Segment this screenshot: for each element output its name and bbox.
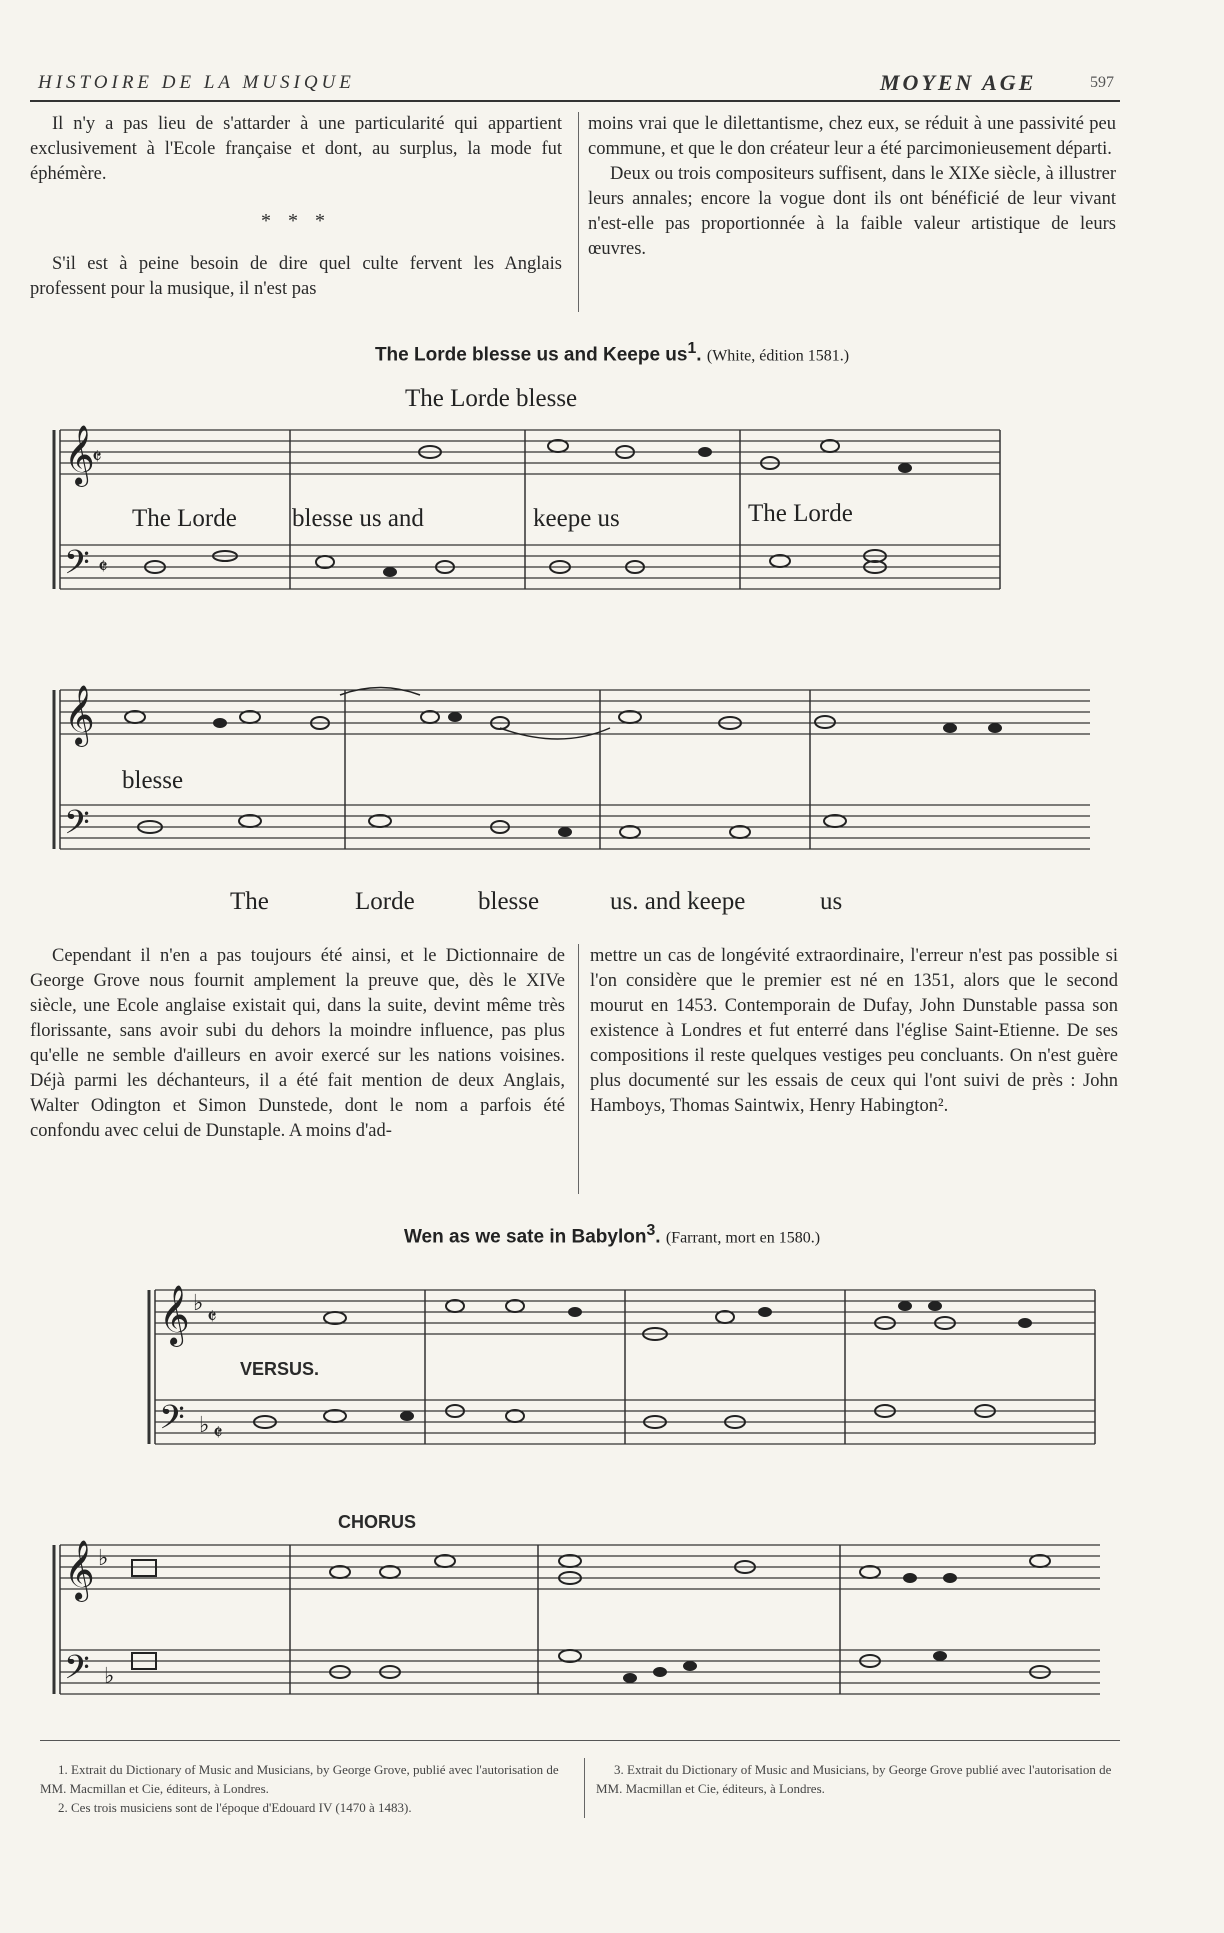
example1-title-text: The Lorde blesse us and Keepe us — [374, 344, 688, 366]
versus-label: VERSUS. — [240, 1359, 320, 1379]
footnote-ref: 3 — [646, 1222, 656, 1239]
lyric-line-top: The Lorde blesse — [405, 385, 578, 412]
section1-left-column — [30, 112, 562, 302]
svg-text:♭: ♭ — [104, 1663, 115, 1688]
svg-text:𝄵: 𝄵 — [213, 1421, 223, 1446]
svg-text:𝄞: 𝄞 — [64, 1540, 95, 1600]
svg-text:𝄞: 𝄞 — [64, 685, 95, 745]
section1-right-column — [588, 112, 1116, 262]
svg-text:♭: ♭ — [199, 1412, 210, 1437]
footnote-1: 1. Extrait du Dictionary of Music and Musicians, by George Grove, publié avec l'autorisation de MM. Macmillan et Cie, éditeurs, à Londres. — [40, 1762, 559, 1796]
section2-right-column — [590, 944, 1118, 1119]
svg-text:𝄢: 𝄢 — [64, 804, 90, 850]
column-divider — [578, 944, 579, 1194]
svg-text:𝄵: 𝄵 — [207, 1305, 217, 1330]
footnotes-right — [596, 1760, 1121, 1798]
svg-text:𝄞: 𝄞 — [159, 1285, 190, 1345]
page-number: 597 — [1090, 74, 1114, 91]
paragraph: Il n'y a pas lieu de s'attarder à une particularité qui appartient exclusivement à l'Ecole française et dont, au surplus, la mode fut éphémère. — [30, 114, 562, 184]
footnote-ref: 1 — [687, 340, 697, 357]
running-head-right: MOYEN AGE — [880, 70, 1037, 95]
lyric: The — [230, 888, 269, 915]
score-system-2 — [50, 680, 1100, 880]
paragraph: mettre un cas de longévité extraordinaire, l'erreur n'est pas possible si l'on considère que le premier est né en 1351, alors que le second mourut en 1453. Contemporain de Dufay, John Dunstable passa son existence à Londres et fut enterré dans l'église Saint-Etienne. De ses compositions il reste quelques vestiges peu concluants. On n'est guère plus documenté sur les essais de ceux qui l'ont suivi de près : John Hamboys, Thomas Saintwix, Henry Habington². — [590, 946, 1118, 1116]
section-break-stars: * * * — [261, 210, 331, 232]
footnote-2: 2. Ces trois musiciens sont de l'époque d'Edouard IV (1470 à 1483). — [58, 1800, 412, 1815]
chorus-label: CHORUS — [338, 1512, 417, 1532]
lyric: The Lorde — [132, 505, 237, 532]
svg-text:𝄞: 𝄞 — [64, 425, 95, 485]
running-head-left: HISTOIRE DE LA MUSIQUE — [38, 72, 355, 93]
svg-text:♭: ♭ — [193, 1290, 204, 1315]
lyric: us — [820, 888, 843, 915]
svg-text:𝄢: 𝄢 — [64, 1649, 90, 1695]
svg-text:𝄢: 𝄢 — [64, 544, 90, 590]
lyric: blesse — [122, 767, 184, 794]
example1-attribution: (White, édition 1581.) — [706, 347, 850, 365]
column-divider — [584, 1758, 585, 1818]
svg-text:𝄵: 𝄵 — [98, 555, 108, 580]
example1-title: The Lorde blesse us and Keepe $us^1$. (White, édition 1581.) — [374, 340, 850, 366]
example2-title-text: Wen as we sate in Babylon — [403, 1226, 647, 1248]
lyric: us. and keepe — [610, 888, 746, 915]
section2-left-column — [30, 944, 565, 1144]
svg-text:𝄵: 𝄵 — [92, 445, 102, 470]
header-rule — [30, 100, 1120, 102]
paragraph: S'il est à peine besoin de dire quel culte fervent les Anglais professent pour la musique, il n'est pas — [30, 254, 562, 299]
svg-text:𝄢: 𝄢 — [159, 1399, 185, 1445]
footnote-rule — [40, 1740, 1120, 1741]
paragraph: moins vrai que le dilettantisme, chez eux, se réduit à une passivité peu commune, et que le don créateur leur a été parcimonieusement départi. — [588, 114, 1116, 159]
example2-title: Wen as we sate in Babylon$^3$. (Farrant, mort en 1580.) — [403, 1222, 821, 1248]
lyric: The Lorde — [748, 500, 853, 527]
score-system-4 — [50, 1535, 1110, 1725]
footnote-3: 3. Extrait du Dictionary of Music and Musicians, by George Grove publié avec l'autorisation de MM. Macmillan et Cie, éditeurs, à Londres. — [596, 1762, 1112, 1796]
lyric: keepe us — [533, 505, 620, 532]
svg-text:♭: ♭ — [98, 1545, 109, 1570]
lyric: blesse us and — [292, 505, 424, 532]
lyric: Lorde — [355, 888, 415, 915]
paragraph: Cependant il n'en a pas toujours été ainsi, et le Dictionnaire de George Grove nous fournit amplement la preuve que, dès le XIVe siècle, une Ecole anglaise existait qui, dans la suite, devint même très florissante, sans avoir subi du dehors la moindre influence, pas plus qu'elle ne semble d'ailleurs en avoir exercé sur les nations voisines. Déjà parmi les déchanteurs, il a été fait mention de deux Anglais, Walter Odington et Simon Dunstede, dont le nom a parfois été confondu avec celui de Dunstaple. A moins d'ad- — [30, 946, 565, 1141]
lyric: blesse — [478, 888, 540, 915]
column-divider — [578, 112, 579, 312]
paragraph: Deux ou trois compositeurs suffisent, dans le XIXe siècle, à illustrer leurs annales; encore la vogue dont ils ont bénéficié de leur vivant n'est-elle pas proportionnée à la faible valeur artistique de leurs œuvres. — [588, 164, 1116, 259]
example2-attribution: (Farrant, mort en 1580.) — [665, 1229, 821, 1247]
footnotes-left — [40, 1760, 572, 1817]
